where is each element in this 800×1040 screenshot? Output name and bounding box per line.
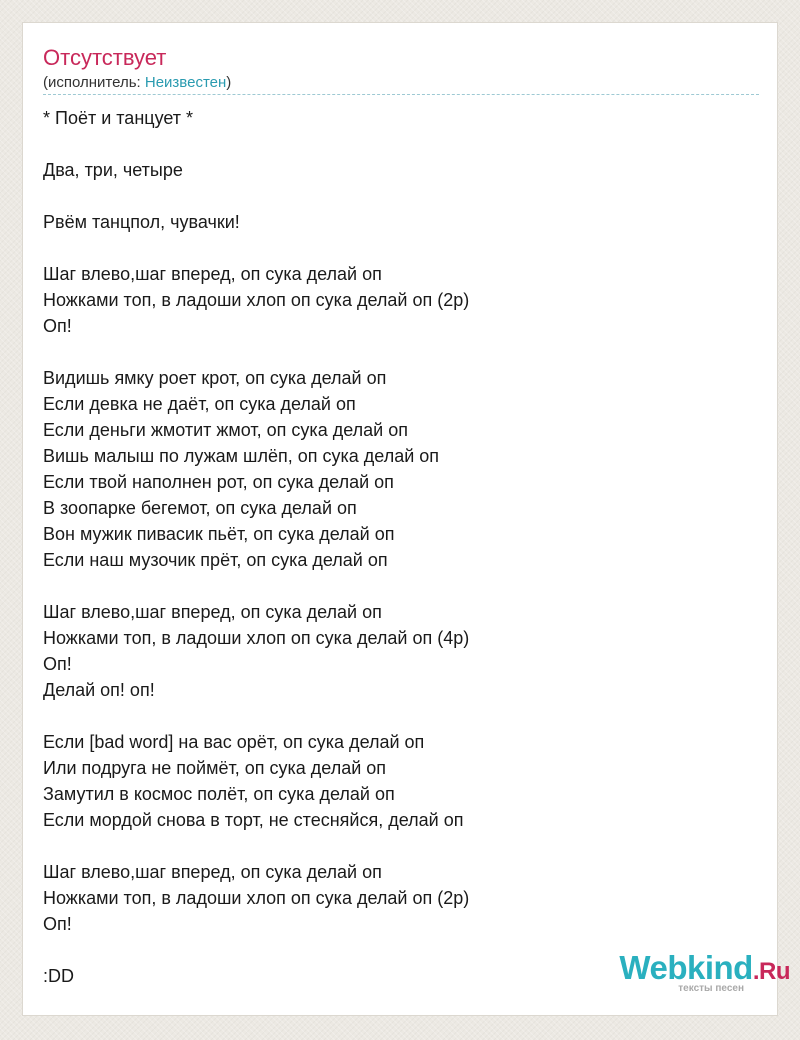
site-logo[interactable]: [610, 950, 790, 992]
logo-tagline: тексты песен: [678, 983, 744, 994]
logo-word: Webkind: [619, 949, 753, 986]
divider: [43, 94, 759, 95]
artist-prefix: (исполнитель:: [43, 74, 145, 91]
lyrics-card: [22, 22, 778, 1016]
artist-link[interactable]: Неизвестен: [144, 74, 227, 91]
logo-tld: .Ru: [752, 958, 790, 985]
lyrics-text: * Поёт и танцует * Два, три, четыре Рвём танцпол, чувачки! Шаг влево,шаг вперед, оп сука делай оп Ножками топ, в ладоши хлоп оп сука делай оп (2р) Оп! Видишь ямку роет крот, оп сука делай оп Если девка не даёт, оп сука делай оп Если деньги жмотит жмот, оп сука делай оп Вишь малыш по лужам шлёп, оп сука делай оп Если твой наполнен рот, оп сука делай оп В зоопарке бегемот, оп сука делай оп Вон мужик пивасик пьёт, оп сука делай оп Если наш музочик прёт, оп сука делай оп Шаг влево,шаг вперед, оп сука делай оп Ножками топ, в ладоши хлоп оп сука делай оп (4р) Оп! Делай оп! оп! Если [bad word] на вас орёт, оп сука делай оп Или подруга не поймёт, оп сука делай оп Замутил в космос полёт, оп сука делай оп Если мордой снова в торт, не стесняйся, делай оп Шаг влево,шаг вперед, оп сука делай оп Ножками топ, в ладоши хлоп оп сука делай оп (2р) Оп! :DD: [43, 108, 470, 986]
artist-suffix: ): [226, 74, 232, 91]
song-title: Отсутствует: [43, 45, 167, 70]
artist-line: [43, 74, 231, 92]
